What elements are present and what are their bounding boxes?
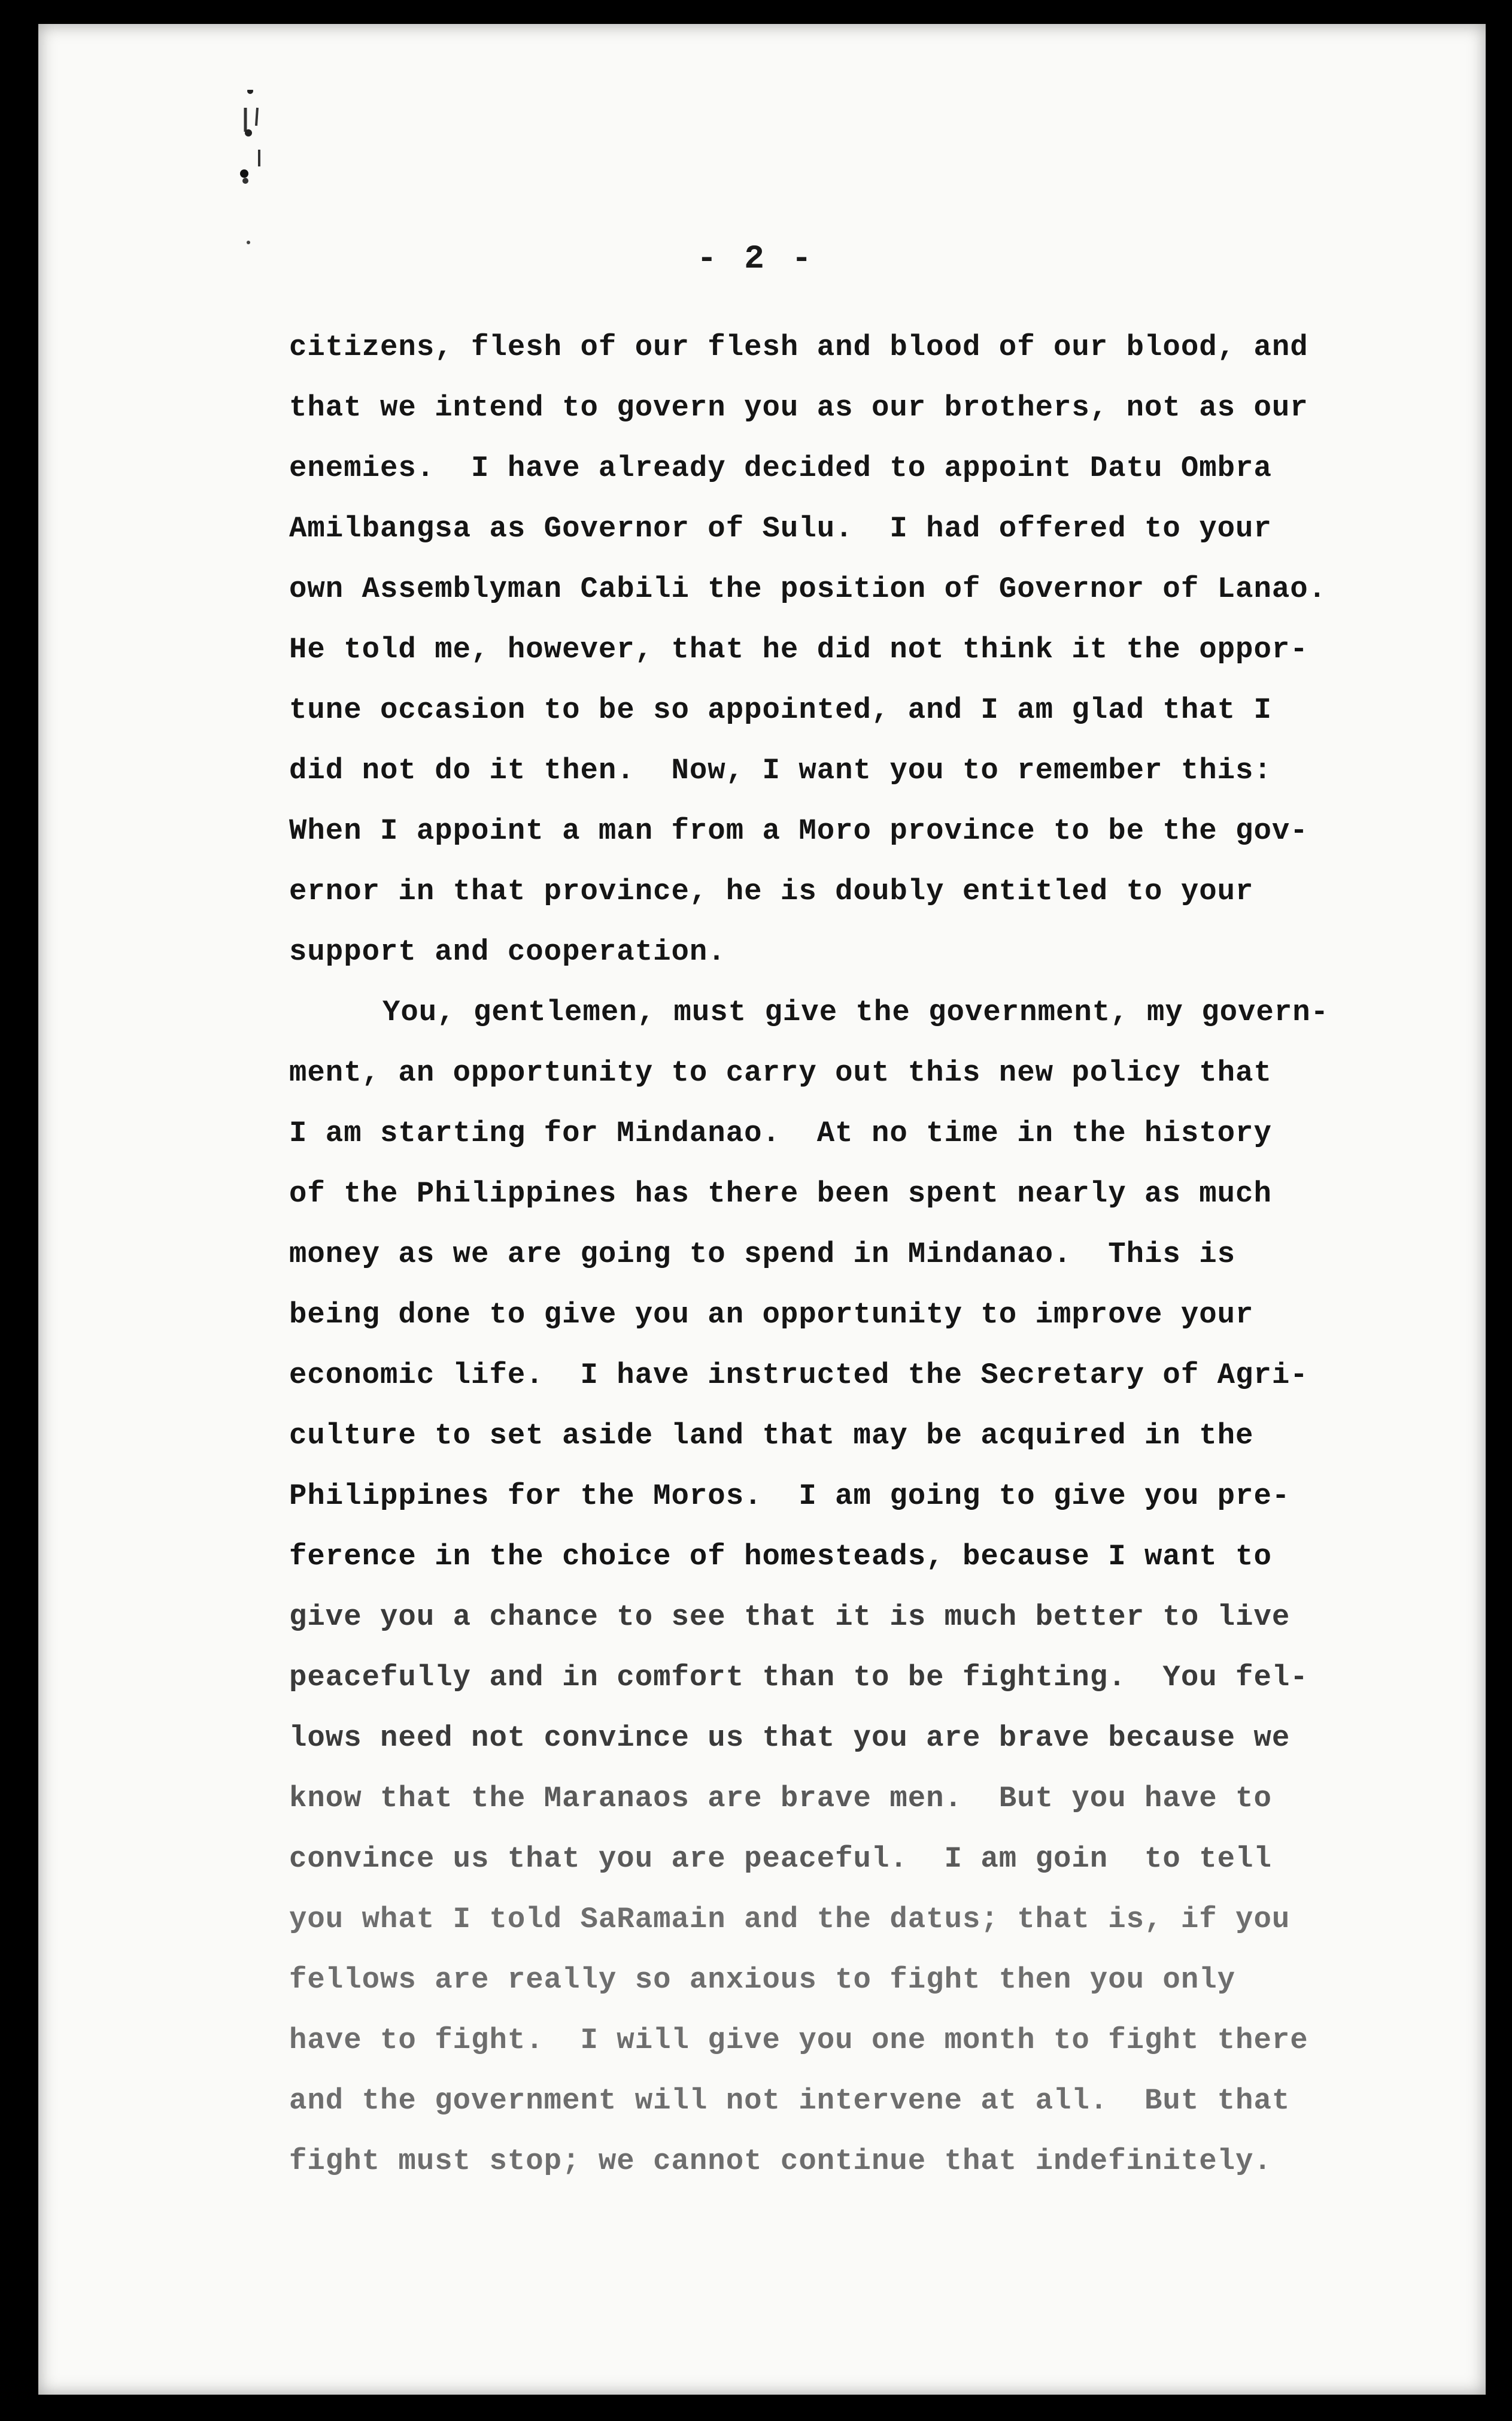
text-line: ment, an opportunity to carry out this new policy that [289, 1056, 1272, 1090]
text-line: know that the Maranaos are brave men. But you have to [289, 1782, 1272, 1815]
text-line: enemies. I have already decided to appoint Datu Ombra [289, 451, 1272, 485]
text-line: have to fight. I will give you one month to fight there [289, 2023, 1308, 2057]
text-line: money as we are going to spend in Mindanao. This is [289, 1237, 1236, 1271]
text-line: You, gentlemen, must give the government, my govern- [382, 996, 1329, 1029]
text-line: culture to set aside land that may be acquired in the [289, 1419, 1254, 1452]
text-line: you what I told SaRamain and the datus; that is, if you [289, 1903, 1291, 1936]
paragraph [289, 982, 1343, 2192]
text-line: of the Philippines has there been spent nearly as much [289, 1177, 1272, 1210]
text-line: support and cooperation. [289, 935, 726, 969]
text-line: fellows are really so anxious to fight then you only [289, 1963, 1236, 1997]
text-line: He told me, however, that he did not think it the oppor- [289, 633, 1308, 666]
text-line: and the government will not intervene at all. But that [289, 2084, 1291, 2117]
text-line: convince us that you are peaceful. I am goin to tell [289, 1842, 1272, 1876]
text-line: citizens, flesh of our flesh and blood of our blood, and [289, 330, 1308, 364]
text-line: lows need not convince us that you are brave because we [289, 1721, 1291, 1755]
text-line: When I appoint a man from a Moro province to be the gov- [289, 814, 1308, 848]
paragraph [289, 317, 1343, 982]
text-line: Philippines for the Moros. I am going to give you pre- [289, 1479, 1291, 1513]
text-line: I am starting for Mindanao. At no time in the history [289, 1117, 1272, 1150]
text-line: own Assemblyman Cabili the position of Governor of Lanao. [289, 572, 1327, 606]
text-line: Amilbangsa as Governor of Sulu. I had offered to your [289, 512, 1272, 545]
text-line: that we intend to govern you as our brothers, not as our [289, 391, 1308, 424]
letter-body [289, 317, 1343, 2192]
text-line: economic life. I have instructed the Secretary of Agri- [289, 1358, 1308, 1392]
text-line: did not do it then. Now, I want you to remember this: [289, 754, 1272, 787]
text-line: ernor in that province, he is doubly entitled to your [289, 875, 1254, 908]
text-line: tune occasion to be so appointed, and I am glad that I [289, 693, 1272, 727]
text-line: fight must stop; we cannot continue that indefinitely. [289, 2144, 1272, 2178]
text-line: peacefully and in comfort than to be fighting. You fel- [289, 1661, 1308, 1694]
text-line: give you a chance to see that it is much better to live [289, 1600, 1291, 1634]
text-line: being done to give you an opportunity to improve your [289, 1298, 1254, 1331]
page-number: - 2 - [696, 239, 816, 278]
text-line: ference in the choice of homesteads, because I want to [289, 1540, 1272, 1573]
